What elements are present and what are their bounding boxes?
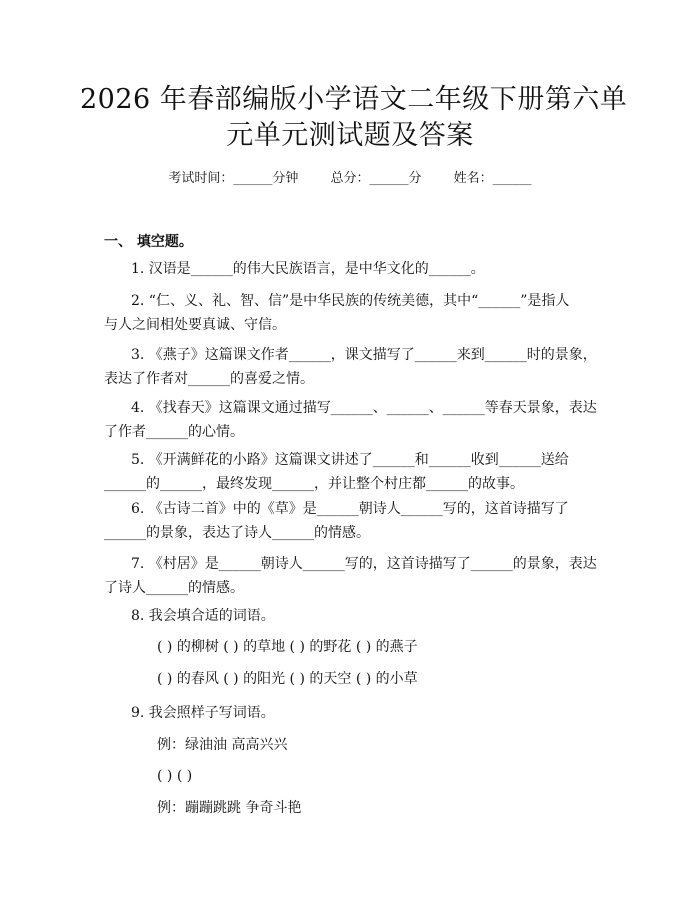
exam-name: 姓名：______	[453, 171, 532, 186]
question-text: 9. 我会照样子写词语。	[131, 705, 275, 721]
document-title	[80, 82, 628, 154]
question-6	[104, 497, 569, 545]
question-8-item: ( ) 的柳树 ( ) 的草地 ( ) 的野花 ( ) 的燕子	[157, 639, 418, 655]
section-heading: 一、 填空题。	[104, 234, 193, 250]
question-7	[104, 552, 597, 600]
question-text: 4. 《找春天》这篇课文通过描写______、______、______等春天景象，表达	[131, 400, 597, 416]
question-3	[104, 343, 597, 391]
exam-time: 考试时间：______分钟	[168, 171, 299, 186]
question-2	[104, 289, 569, 337]
question-text-cont: 了诗人______的情感。	[104, 580, 244, 596]
title-line-2: 元单元测试题及答案	[226, 120, 474, 151]
question-8	[104, 604, 275, 628]
question-9-item: 例：绿油油 高高兴兴	[157, 737, 288, 753]
question-text-cont: 与人之间相处要真诚、守信。	[104, 317, 286, 333]
question-text: 5. 《开满鲜花的小路》这篇课文讲述了______和______收到______送给	[131, 452, 569, 468]
question-9	[104, 701, 275, 725]
question-text: 8. 我会填合适的词语。	[131, 608, 275, 624]
question-8-item: ( ) 的春风 ( ) 的阳光 ( ) 的天空 ( ) 的小草	[157, 671, 418, 687]
question-text-cont: ______的______，最终发现______，并让整个村庄都______的故事。	[104, 476, 524, 492]
exam-score: 总分：______分	[330, 171, 422, 186]
question-9-item: ( ) ( )	[157, 768, 193, 784]
question-5	[104, 448, 569, 496]
question-1	[104, 257, 485, 281]
exam-meta	[0, 167, 700, 186]
question-text-cont: ______的景象，表达了诗人______的情感。	[104, 525, 370, 541]
question-text: 6. 《古诗二首》中的《草》是______朝诗人______写的，这首诗描写了	[131, 501, 569, 517]
question-text: 1. 汉语是______的伟大民族语言，是中华文化的______。	[131, 261, 485, 277]
question-text: 3. 《燕子》这篇课文作者______，课文描写了______来到______时的景象，	[131, 347, 597, 363]
question-text: 7. 《村居》是______朝诗人______写的，这首诗描写了______的景象，表达	[131, 556, 597, 572]
question-4	[104, 396, 597, 444]
question-9-item: 例：蹦蹦跳跳 争奇斗艳	[157, 800, 302, 816]
question-text: 2. “仁、义、礼、智、信”是中华民族的传统美德，其中“______”是指人	[131, 293, 570, 309]
question-text-cont: 表达了作者对______的喜爱之情。	[104, 371, 314, 387]
question-text-cont: 了作者______的心情。	[104, 424, 244, 440]
title-line-1: 2026 年春部编版小学语文二年级下册第六单	[80, 84, 628, 115]
